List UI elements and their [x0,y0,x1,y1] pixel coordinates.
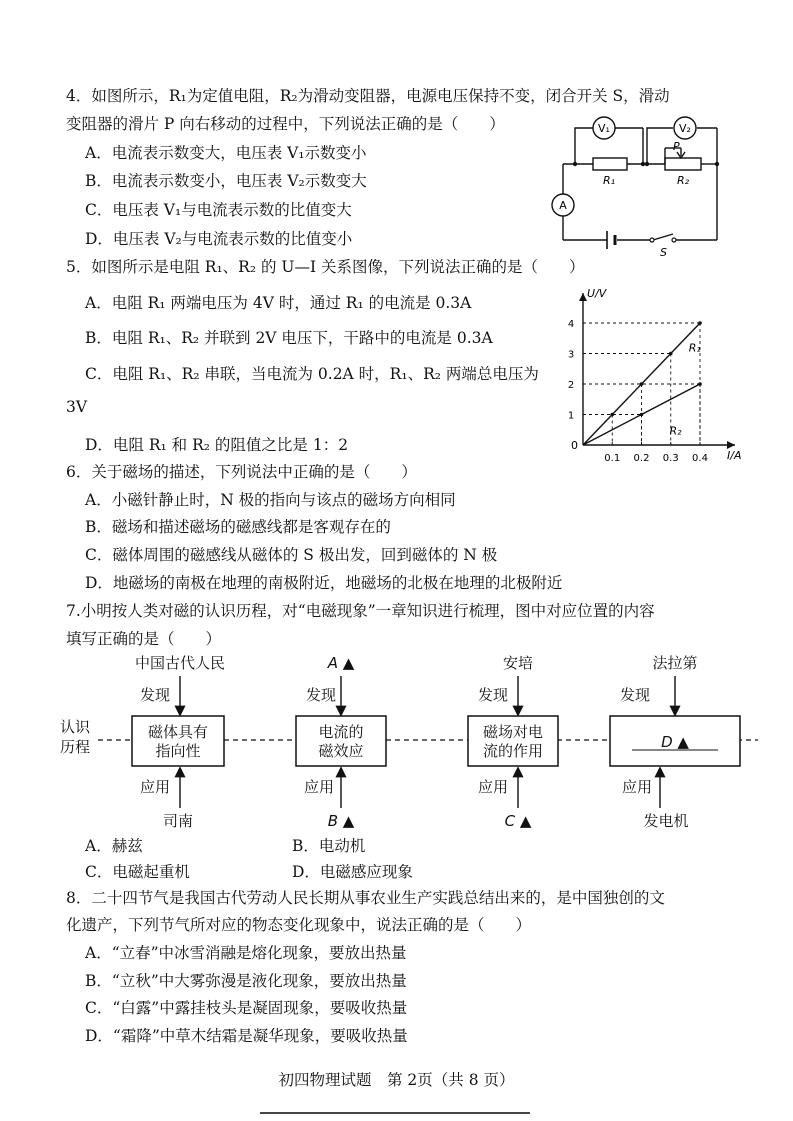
x-axis-label: I/A [727,449,742,462]
y-axis-arrow [579,293,587,301]
q5-option-c-cont: 3V [66,398,88,416]
r2-label: R₂ [677,174,690,187]
q7-option-d: D．电磁感应现象 [292,863,413,881]
q7-option-b: B．电动机 [292,837,366,855]
q7-flow-diagram [60,650,760,832]
top-label-ancient-people: 中国古代人民 [134,654,226,672]
box3-line1: 磁场对电 [482,723,544,741]
top-placeholder-a: A ▲ [327,654,355,672]
q6-option-a: A．小磁针静止时，N 极的指向与该点的磁场方向相同 [85,491,456,509]
find-label-2: 发现 [306,686,337,704]
q5-option-b: B．电阻 R₁、R₂ 并联到 2V 电压下，干路中的电流是 0.3A [85,329,493,347]
apply-label-3: 应用 [478,778,509,796]
top-label-faraday: 法拉第 [652,654,698,672]
apply-label-1: 应用 [140,778,171,796]
apply-label-2: 应用 [304,778,335,796]
r1-label: R₁ [603,174,616,187]
voltmeter-v2-label: V₂ [679,122,691,135]
box2-line1: 电流的 [318,723,364,741]
x-axis-arrow [727,441,735,449]
bottom-label-generator: 发电机 [643,812,689,830]
side-label-1: 认识 [60,718,91,736]
series-2-point [698,382,702,386]
u-i-chart [555,283,760,463]
q5-option-c: C．电阻 R₁、R₂ 串联，当电流为 0.2A 时，R₁、R₂ 两端总电压为 [85,365,539,383]
x-tick-label: 0.4 [692,453,708,463]
bottom-label-compass: 司南 [162,812,194,830]
ammeter-label: A [559,199,567,212]
apply-label-4: 应用 [622,778,653,796]
q5-option-d: D．电阻 R₁ 和 R₂ 的阻值之比是 1：2 [85,436,349,454]
q4-circuit-diagram [545,112,735,260]
find-label-3: 发现 [478,686,509,704]
q6-option-b: B．磁场和描述磁场的磁感线都是客观存在的 [85,518,391,536]
series-1-point [669,352,673,356]
q6-option-c: C．磁体周围的磁感线从磁体的 S 极出发，回到磁体的 N 极 [85,546,498,564]
q4-option-d: D．电压表 V₂与电流表示数的比值变小 [85,230,353,248]
q4-stem-line1: 4．如图所示，R₁为定值电阻，R₂为滑动变阻器，电源电压保持不变，闭合开关 S，滑动 [66,87,670,105]
x-tick-label: 0.1 [604,453,621,463]
q8-option-d: D．“霜降”中草木结霜是凝华现象，要吸收热量 [85,1027,408,1045]
q4-option-a: A．电流表示数变大，电压表 V₁示数变小 [85,144,367,162]
y-tick-label: 4 [567,319,575,330]
q5-stem: 5．如图所示是电阻 R₁、R₂ 的 U—I 关系图像，下列说法正确的是（ ） [66,258,585,276]
series-1-point [640,382,644,386]
y-axis-label: U/V [587,287,607,300]
find-label-1: 发现 [140,686,171,704]
q4-option-b: B．电流表示数变小，电压表 V₂示数变大 [85,172,367,190]
box3-line2: 流的作用 [482,742,544,760]
voltmeter-v1-label: V₁ [598,122,610,135]
series-1-point [698,321,702,325]
origin-label: 0 [571,439,578,452]
box4-placeholder-d: D ▲ [661,733,689,751]
box2-line2: 磁效应 [318,742,364,760]
x-tick-label: 0.2 [633,453,650,463]
series-1-point [610,413,614,417]
switch-s-label: S [660,246,667,259]
bottom-placeholder-c: C ▲ [504,812,532,830]
box1-line1: 磁体具有 [147,723,209,741]
slider-p-label: P [673,140,680,153]
q7-stem-line2: 填写正确的是（ ） [66,630,222,648]
bottom-placeholder-b: B ▲ [327,812,355,830]
find-label-4: 发现 [620,686,651,704]
q6-stem: 6．关于磁场的描述，下列说法中正确的是（ ） [66,463,417,481]
q8-stem-line1: 8．二十四节气是我国古代劳动人民长期从事农业生产实践总结出来的，是中国独创的文 [66,889,665,907]
q8-option-c: C．“白露”中露挂枝头是凝固现象，要吸收热量 [85,999,408,1017]
series-label-1: R₁ [688,341,701,355]
top-label-ampere: 安培 [502,654,534,672]
q8-option-b: B．“立秋”中大雾弥漫是液化现象，要放出热量 [85,972,407,990]
q8-option-a: A．“立春”中冰雪消融是熔化现象，要放出热量 [85,944,407,962]
page-footer: 初四物理试题 第 2页（共 8 页） [278,1071,515,1089]
side-label-2: 历程 [60,738,91,756]
y-tick-label: 2 [567,380,575,391]
q7-option-c: C．电磁起重机 [85,863,190,881]
q4-option-c: C．电压表 V₁与电流表示数的比值变大 [85,201,352,219]
q5-option-a: A．电阻 R₁ 两端电压为 4V 时，通过 R₁ 的电流是 0.3A [85,294,472,312]
q7-option-a: A．赫兹 [85,837,143,855]
q4-stem-line2: 变阻器的滑片 P 向右移动的过程中，下列说法正确的是（ ） [66,115,505,133]
y-tick-label: 1 [567,410,575,422]
q8-stem-line2: 化遗产，下列节气所对应的物态变化现象中，说法正确的是（ ） [66,916,532,934]
box1-line2: 指向性 [155,742,201,760]
q7-stem-line1: 7.小明按人类对磁的认识历程，对“电磁现象”一章知识进行梳理，图中对应位置的内容 [66,602,655,620]
series-2-point [640,413,644,417]
y-tick-label: 3 [567,349,575,361]
series-label-2: R₂ [669,424,682,438]
x-tick-label: 0.3 [662,453,679,463]
bottom-rule [260,1112,530,1114]
q6-option-d: D．地磁场的南极在地理的南极附近，地磁场的北极在地理的北极附近 [85,574,563,592]
